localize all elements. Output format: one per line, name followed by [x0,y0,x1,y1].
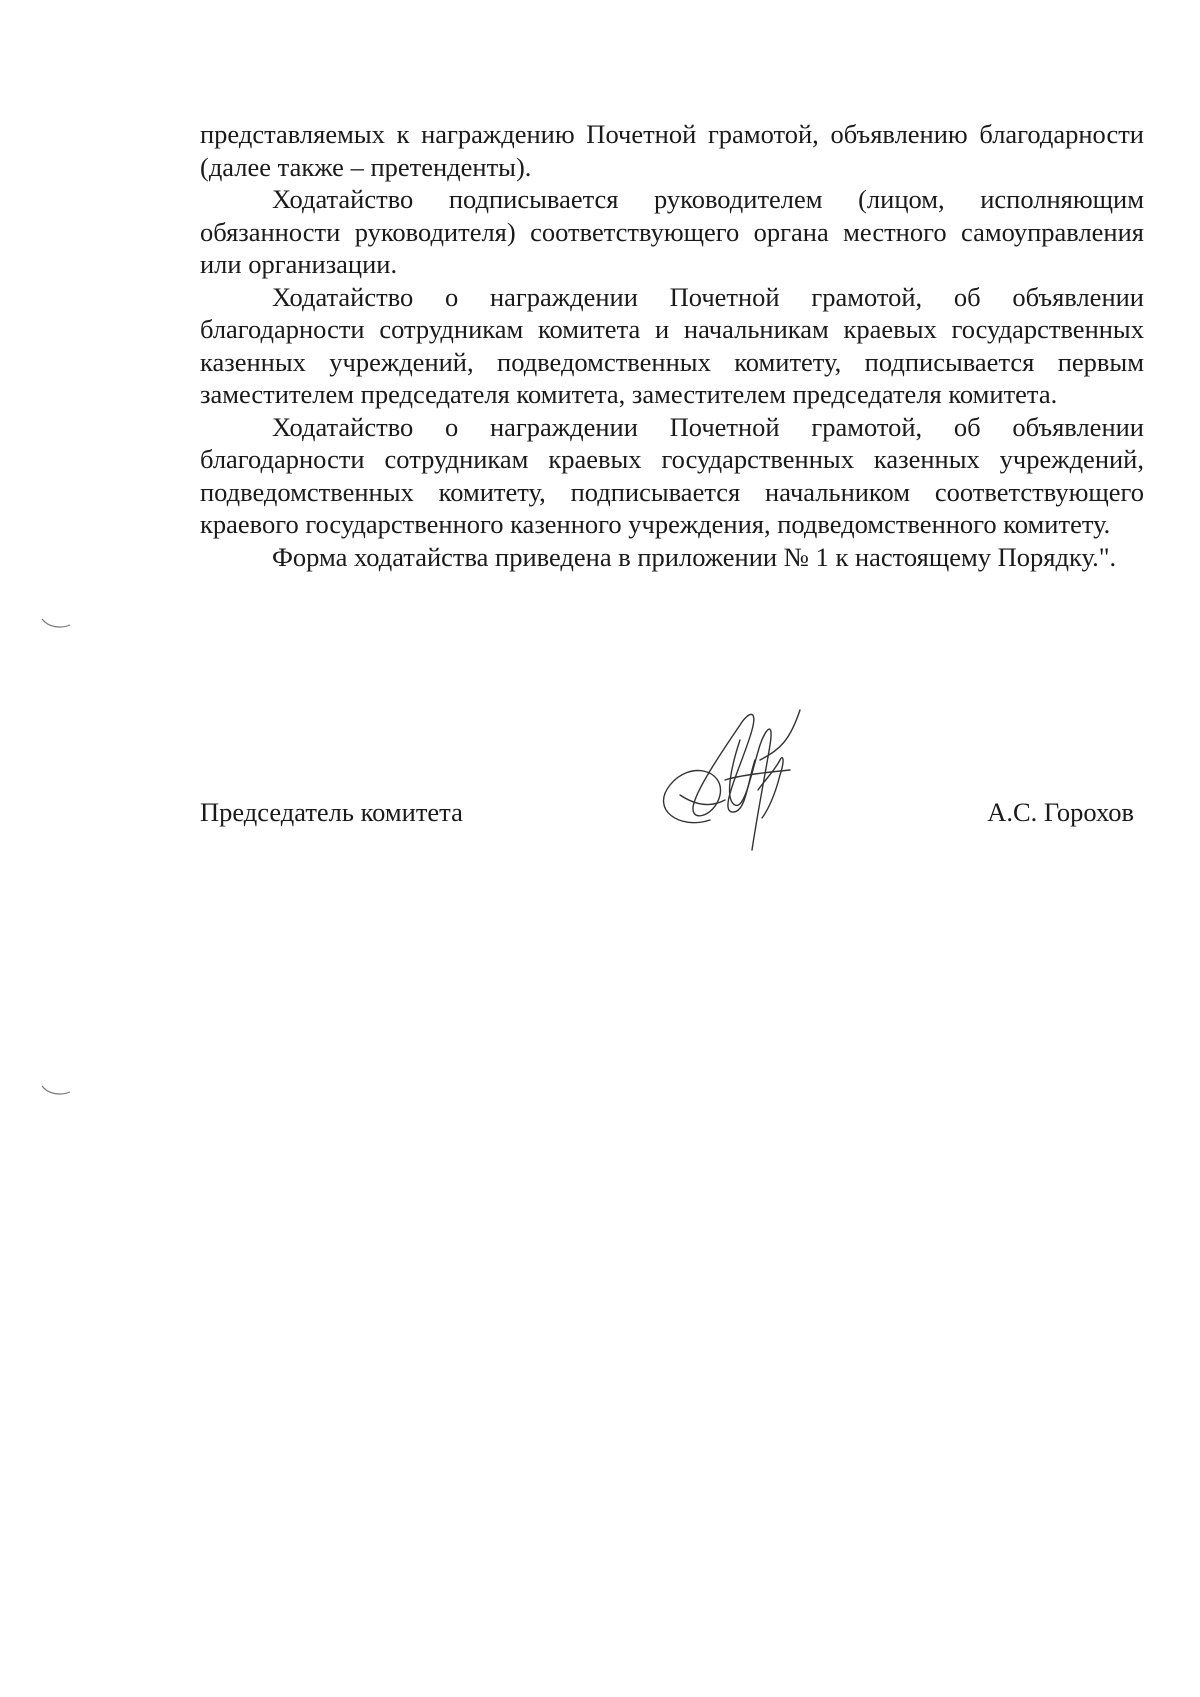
paragraph-signing-authority: Ходатайство подписывается руководителем (лицом, исполняющим обязанности руководителя) соответствующего органа местного самоуправления или организации. [200,184,1144,279]
signature-block [200,796,1144,836]
paragraph-form-reference: Форма ходатайства приведена в приложении № 1 к настоящему Порядку.". [272,541,1117,572]
paragraph-candidates: представляемых к награждению Почетной грамотой, объявлению благодарности (далее также – претенденты). [200,119,1144,182]
scan-artifact-mark [40,615,72,631]
handwritten-signature-icon [640,700,840,860]
scan-artifact-mark [40,1082,72,1098]
paragraph-institution-staff: Ходатайство о награждении Почетной грамотой, об объявлении благодарности сотрудникам краевых государственных казенных учреждений, подведомственных комитету, подписывается начальником соответствующего краевого государственного казенного учреждения, подведомственного комитету. [200,411,1144,539]
paragraph-committee-staff: Ходатайство о награждении Почетной грамотой, об объявлении благодарности сотрудникам комитета и начальникам краевых государственных казенных учреждений, подведомственных комитету, подписывается первым заместителем председателя комитета, заместителем председателя комитета. [200,281,1144,409]
signer-name: А.С. Горохов [987,797,1134,827]
document-body [200,118,1144,573]
signer-position: Председатель комитета [200,797,463,827]
